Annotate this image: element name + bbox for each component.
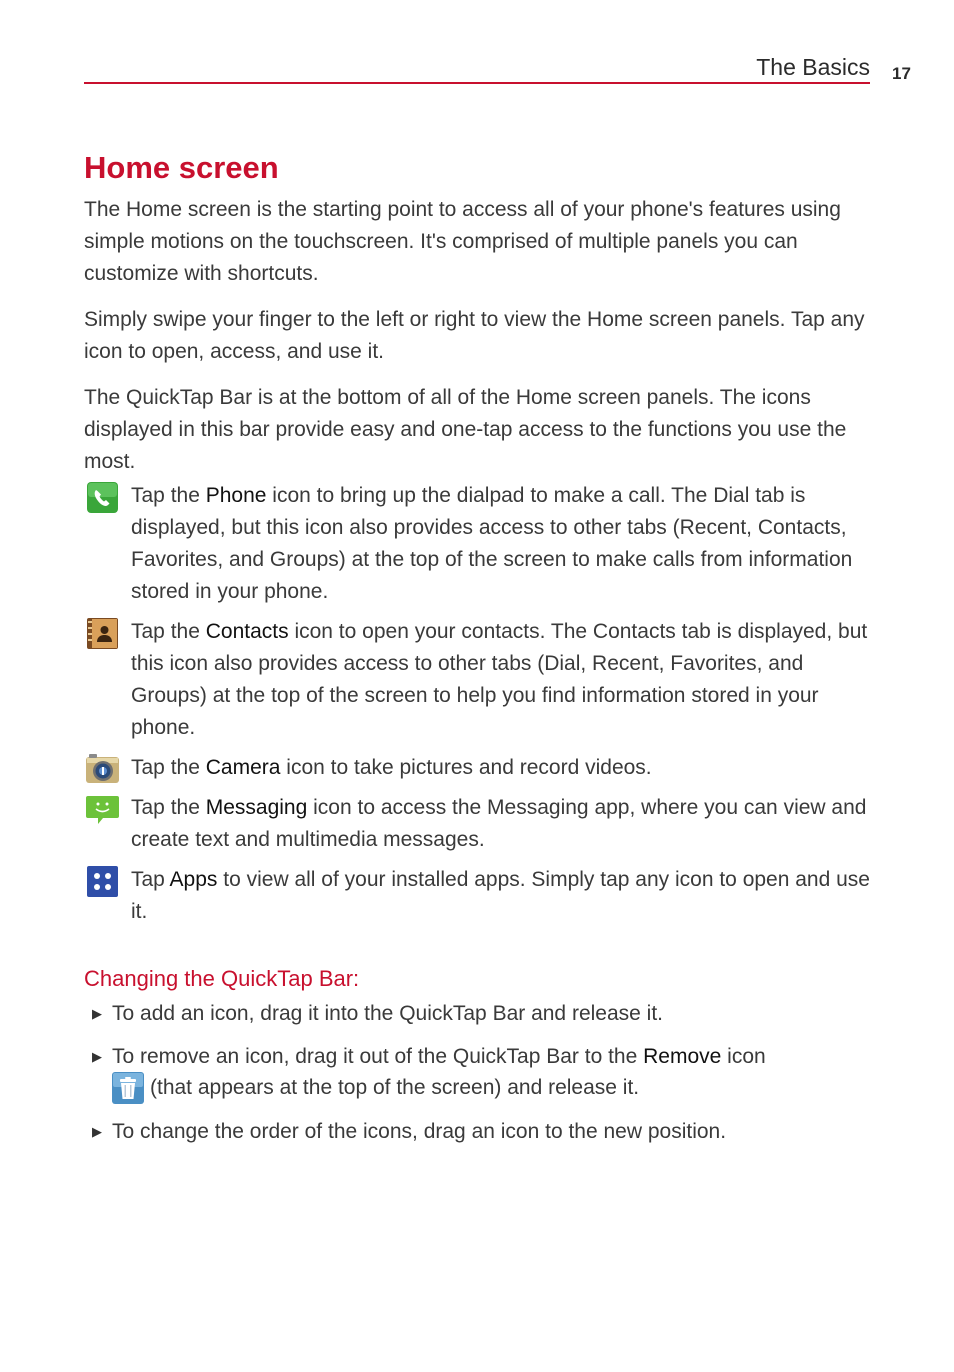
phone-item <box>84 480 874 608</box>
apps-item-pre: Tap <box>131 868 170 891</box>
subheading: Changing the QuickTap Bar: <box>84 966 360 991</box>
contacts-icon <box>87 618 118 649</box>
apps-icon <box>87 866 118 897</box>
bullet-text-cont: (that appears at the top of the screen) and release it. <box>150 1076 640 1099</box>
camera-item-post: icon to take pictures and record videos. <box>280 756 652 779</box>
page-header <box>84 52 870 84</box>
remove-label: Remove <box>643 1045 722 1068</box>
paragraph-3: The QuickTap Bar is at the bottom of all of the Home screen panels. The icons displayed in this bar provide easy and one-tap access to the functions you use the most. <box>84 386 847 473</box>
contacts-item-post: icon to open your contacts. The Contacts tab is displayed, but this icon also provides access to other tabs (Dial, Recent, Favorites, and Groups) at the top of the screen to help you find information stored in your phone. <box>131 620 868 739</box>
contacts-item-pre: Tap the <box>131 620 206 643</box>
bullet-text-pre: To remove an icon, drag it out of the QuickTap Bar to the <box>112 1045 644 1068</box>
bullet-arrow-icon: ▶ <box>92 1124 102 1140</box>
phone-icon <box>87 482 118 513</box>
apps-item <box>84 864 874 928</box>
phone-item-pre: Tap the <box>131 484 206 507</box>
bullet-text-post: icon <box>721 1045 766 1068</box>
section-name: The Basics <box>756 54 870 80</box>
apps-item-name: Apps <box>169 868 218 891</box>
camera-item-pre: Tap the <box>131 756 206 779</box>
camera-icon <box>86 754 119 785</box>
contacts-item <box>84 616 874 744</box>
camera-item-name: Camera <box>205 756 281 779</box>
bullet-text: To add an icon, drag it into the QuickTap Bar and release it. <box>112 1002 663 1025</box>
paragraph-1: The Home screen is the starting point to access all of your phone's features using simple motions on the touchscreen. It's comprised of multiple panels you can customize with shortcuts. <box>84 198 841 285</box>
main-content <box>84 150 874 1159</box>
bullet-text: To change the order of the icons, drag an icon to the new position. <box>112 1120 727 1144</box>
messaging-item-pre: Tap the <box>131 796 206 819</box>
bullet-reorder-icons <box>84 1116 874 1147</box>
page-number: 17 <box>892 64 911 83</box>
trash-icon <box>112 1072 144 1104</box>
page-title: Home screen <box>84 150 279 185</box>
messaging-icon <box>86 794 119 825</box>
messaging-item-name: Messaging <box>205 796 308 819</box>
bullet-arrow-icon: ▶ <box>92 1006 102 1021</box>
bullet-arrow-icon: ▶ <box>92 1049 102 1064</box>
bullet-remove-icon <box>84 1041 874 1104</box>
contacts-item-name: Contacts <box>205 620 289 643</box>
bullet-add-icon <box>84 998 874 1029</box>
messaging-item <box>84 792 874 856</box>
apps-item-post: to view all of your installed apps. Simply tap any icon to open and use it. <box>131 868 870 923</box>
paragraph-2: Simply swipe your finger to the left or right to view the Home screen panels. Tap any icon to open, access, and use it. <box>84 308 865 363</box>
messaging-item-post: icon to access the Messaging app, where you can view and create text and multimedia messages. <box>131 796 867 851</box>
phone-item-post: icon to bring up the dialpad to make a call. The Dial tab is displayed, but this icon also provides access to other tabs (Recent, Contacts, Favorites, and Groups) at the top of the screen to make calls from information stored in your phone. <box>131 484 853 603</box>
phone-item-name: Phone <box>205 484 267 507</box>
camera-item <box>84 752 874 784</box>
